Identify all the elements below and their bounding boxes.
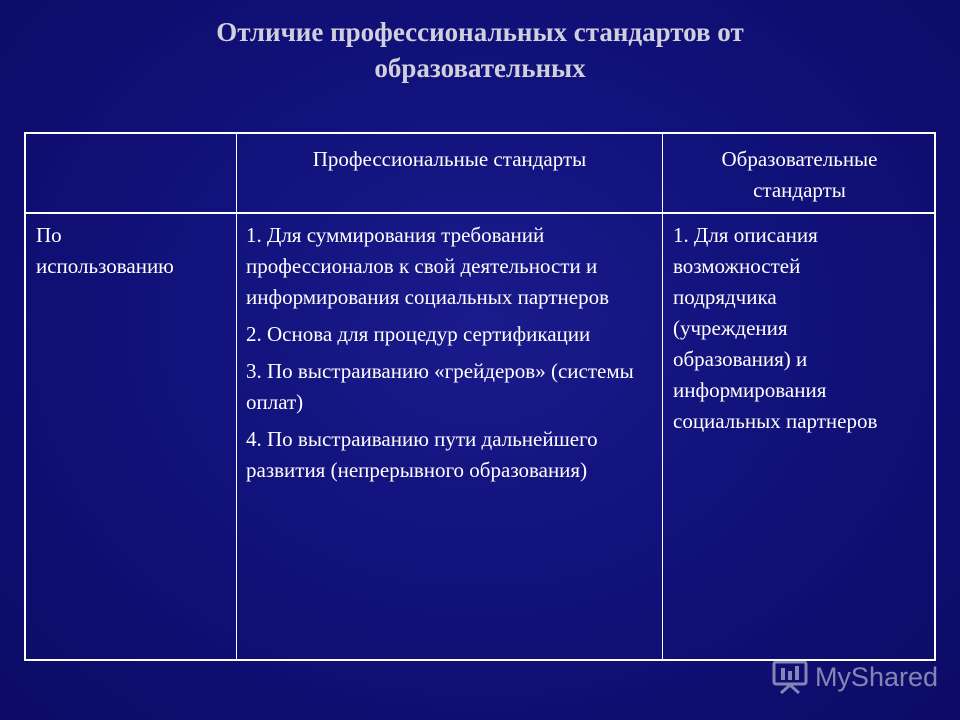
comparison-table bbox=[24, 132, 936, 661]
slide-title-line2: образовательных bbox=[374, 53, 586, 83]
slide-title-line1: Отличие профессиональных стандартов от bbox=[216, 17, 744, 47]
professional-purposes-cell bbox=[246, 220, 651, 492]
header-empty-cell bbox=[26, 134, 236, 212]
header-educational-line2: стандарты bbox=[753, 178, 846, 202]
professional-purpose-item-3: 3. По выстраиванию «грейдеров» (системы оплат) bbox=[246, 359, 634, 414]
criterion-cell bbox=[36, 220, 232, 282]
educational-purpose-text: 1. Для описания возможностей подрядчика (учреждения образования) и информирования социальных партнеров bbox=[673, 223, 878, 433]
professional-purpose-item-4: 4. По выстраиванию пути дальнейшего развития (непрерывного образования) bbox=[246, 427, 598, 482]
table-divider-header bbox=[26, 212, 934, 214]
header-educational-standards bbox=[663, 144, 936, 206]
professional-purpose-item-1: 1. Для суммирования требований профессионалов к свой деятельности и информирования социальных партнеров bbox=[246, 223, 610, 309]
projector-screen-icon bbox=[771, 660, 809, 694]
criterion-line1: По bbox=[36, 223, 62, 247]
criterion-line2: использованию bbox=[36, 254, 174, 278]
header-professional-standards bbox=[237, 144, 662, 175]
slide-title bbox=[0, 14, 960, 86]
educational-purposes-cell bbox=[673, 220, 895, 437]
professional-purpose-item-2: 2. Основа для процедур сертификации bbox=[246, 322, 591, 346]
header-educational-line1: Образовательные bbox=[721, 147, 878, 171]
header-professional-label: Профессиональные стандарты bbox=[312, 147, 587, 171]
watermark bbox=[771, 660, 938, 694]
watermark-text: MyShared bbox=[814, 661, 938, 692]
